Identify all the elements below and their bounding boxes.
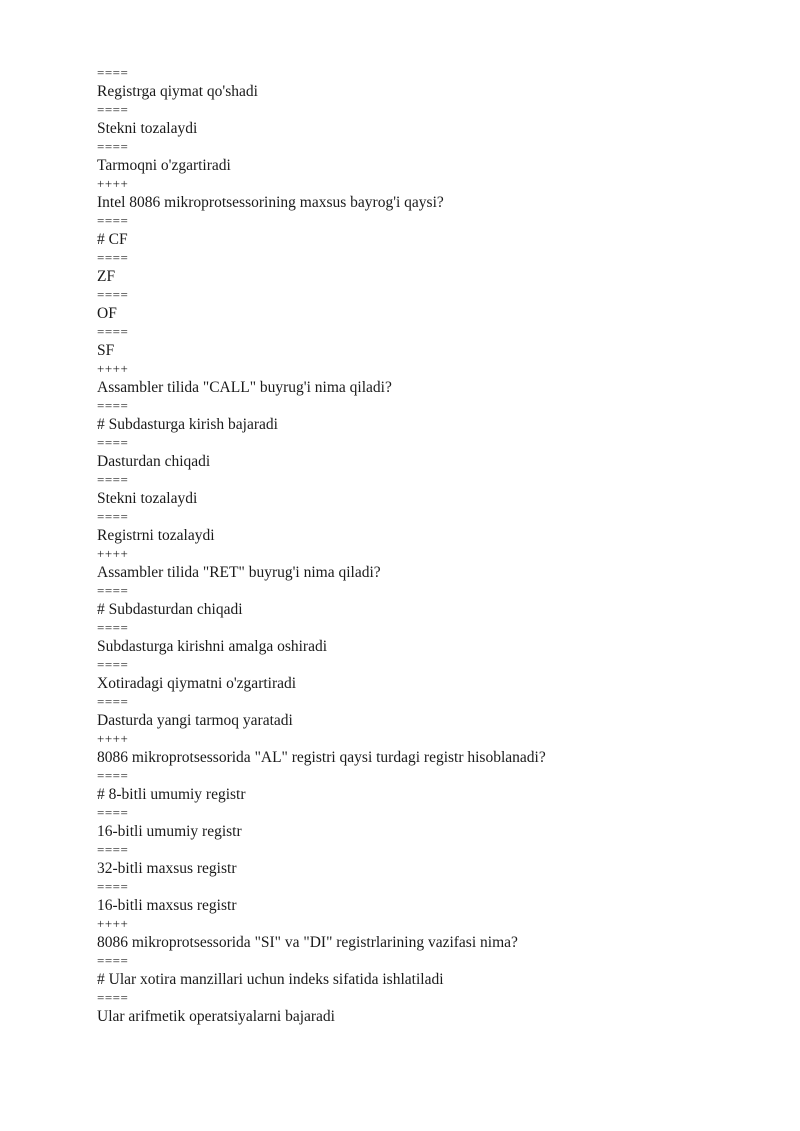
- answer-option: Stekni tozalaydi: [97, 490, 198, 507]
- option-separator: ====: [97, 398, 129, 413]
- answer-option: Stekni tozalaydi: [97, 120, 198, 137]
- question-text: Assambler tilida "CALL" buyrug'i nima qiladi?: [97, 379, 392, 396]
- option-separator: ====: [97, 65, 129, 80]
- answer-option: 32-bitli maxsus registr: [97, 860, 237, 877]
- correct-answer-option: # Subdasturdan chiqadi: [97, 601, 243, 618]
- option-separator: ====: [97, 990, 129, 1005]
- option-separator: ====: [97, 435, 129, 450]
- question-separator: ++++: [97, 546, 129, 561]
- answer-option: Registrga qiymat qo'shadi: [97, 83, 258, 100]
- question-text: Assambler tilida "RET" buyrug'i nima qiladi?: [97, 564, 381, 581]
- answer-option: Tarmoqni o'zgartiradi: [97, 157, 231, 174]
- answer-option: Ular arifmetik operatsiyalarni bajaradi: [97, 1008, 335, 1025]
- answer-option: Subdasturga kirishni amalga oshiradi: [97, 638, 328, 655]
- option-separator: ====: [97, 953, 129, 968]
- question-text: 8086 mikroprotsessorida "AL" registri qaysi turdagi registr hisoblanadi?: [97, 749, 546, 766]
- answer-option: Dasturdan chiqadi: [97, 453, 211, 470]
- document-page: [97, 66, 777, 1028]
- answer-option: SF: [97, 342, 115, 359]
- option-separator: ====: [97, 805, 129, 820]
- answer-option: Registrni tozalaydi: [97, 527, 215, 544]
- option-separator: ====: [97, 879, 129, 894]
- correct-answer-option: # 8-bitli umumiy registr: [97, 786, 246, 803]
- question-separator: ++++: [97, 731, 129, 746]
- answer-option: 16-bitli maxsus registr: [97, 897, 237, 914]
- option-separator: ====: [97, 472, 129, 487]
- question-text: Intel 8086 mikroprotsessorining maxsus bayrog'i qaysi?: [97, 194, 444, 211]
- option-separator: ====: [97, 620, 129, 635]
- question-separator: ++++: [97, 916, 129, 931]
- question-separator: ++++: [97, 361, 129, 376]
- option-separator: ====: [97, 768, 129, 783]
- answer-option: Dasturda yangi tarmoq yaratadi: [97, 712, 293, 729]
- correct-answer-option: # Subdasturga kirish bajaradi: [97, 416, 278, 433]
- option-separator: ====: [97, 657, 129, 672]
- option-separator: ====: [97, 250, 129, 265]
- answer-option: 16-bitli umumiy registr: [97, 823, 242, 840]
- option-separator: ====: [97, 287, 129, 302]
- option-separator: ====: [97, 213, 129, 228]
- answer-option: OF: [97, 305, 117, 322]
- question-text: 8086 mikroprotsessorida "SI" va "DI" registrlarining vazifasi nima?: [97, 934, 518, 951]
- option-separator: ====: [97, 509, 129, 524]
- option-separator: ====: [97, 324, 129, 339]
- question-separator: ++++: [97, 176, 129, 191]
- correct-answer-option: # CF: [97, 231, 128, 248]
- answer-option: Xotiradagi qiymatni o'zgartiradi: [97, 675, 297, 692]
- option-separator: ====: [97, 694, 129, 709]
- correct-answer-option: # Ular xotira manzillari uchun indeks sifatida ishlatiladi: [97, 971, 444, 988]
- option-separator: ====: [97, 842, 129, 857]
- option-separator: ====: [97, 102, 129, 117]
- answer-option: ZF: [97, 268, 116, 285]
- option-separator: ====: [97, 583, 129, 598]
- option-separator: ====: [97, 139, 129, 154]
